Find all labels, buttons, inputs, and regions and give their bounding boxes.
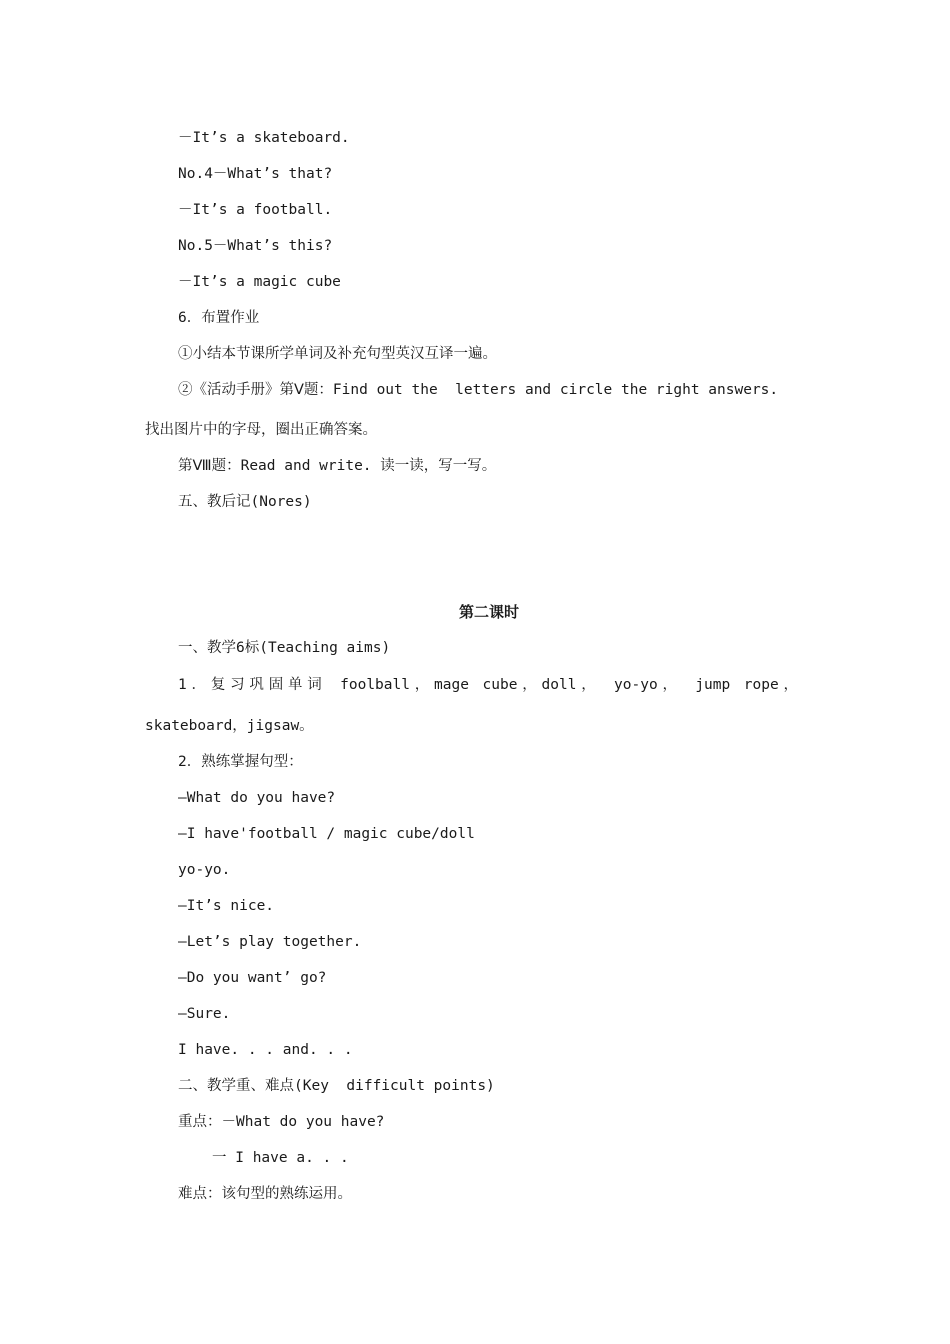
text-line: —Do you want’ go? [178,970,327,986]
text-line: 难点：该句型的熟练运用。 [178,1186,352,1202]
text-line: 二、教学重、难点(Key difficult points) [178,1078,495,1094]
text-line: ②《活动手册》第Ⅴ题：Find out the letters and circle the right answers. [178,382,779,398]
text-line: 1．复习巩固单词 foolball，mage cube，doll， yo-yo， jump rope， [178,677,798,693]
text-line: I have. . . and. . . [178,1042,353,1058]
section-title: 第二课时 [459,603,520,621]
text-line: No.4－What’s that? [178,166,333,182]
text-line: —I have'football / magic cube/doll [178,826,475,842]
text-line: 一、教学6标(Teaching aims) [178,640,391,656]
text-line: 6．布置作业 [178,310,260,326]
text-line: —It’s nice. [178,898,275,914]
text-line: —What do you have? [178,790,336,806]
text-line: —Let’s play together. [178,934,362,950]
text-line: 一 I have a. . . [212,1150,349,1166]
text-line: skateboard，jigsaw。 [145,718,314,734]
text-line: －It’s a skateboard. [178,130,350,146]
text-line: —Sure. [178,1006,231,1022]
text-line: ①小结本节课所学单词及补充句型英汉互译一遍。 [178,346,497,362]
text-line: －It’s a football. [178,202,333,218]
text-line: 2．熟练掌握句型： [178,754,303,770]
text-line: 找出图片中的字母，圈出正确答案。 [145,422,377,438]
text-line: －It’s a magic cube [178,274,341,290]
text-line: 第Ⅷ题：Read and write. 读一读，写一写。 [178,458,497,474]
text-line: No.5－What’s this? [178,238,333,254]
text-line: 五、教后记(Nores) [178,494,312,510]
text-line: yo-yo. [178,862,231,878]
text-line: 重点：－What do you have? [178,1114,385,1130]
